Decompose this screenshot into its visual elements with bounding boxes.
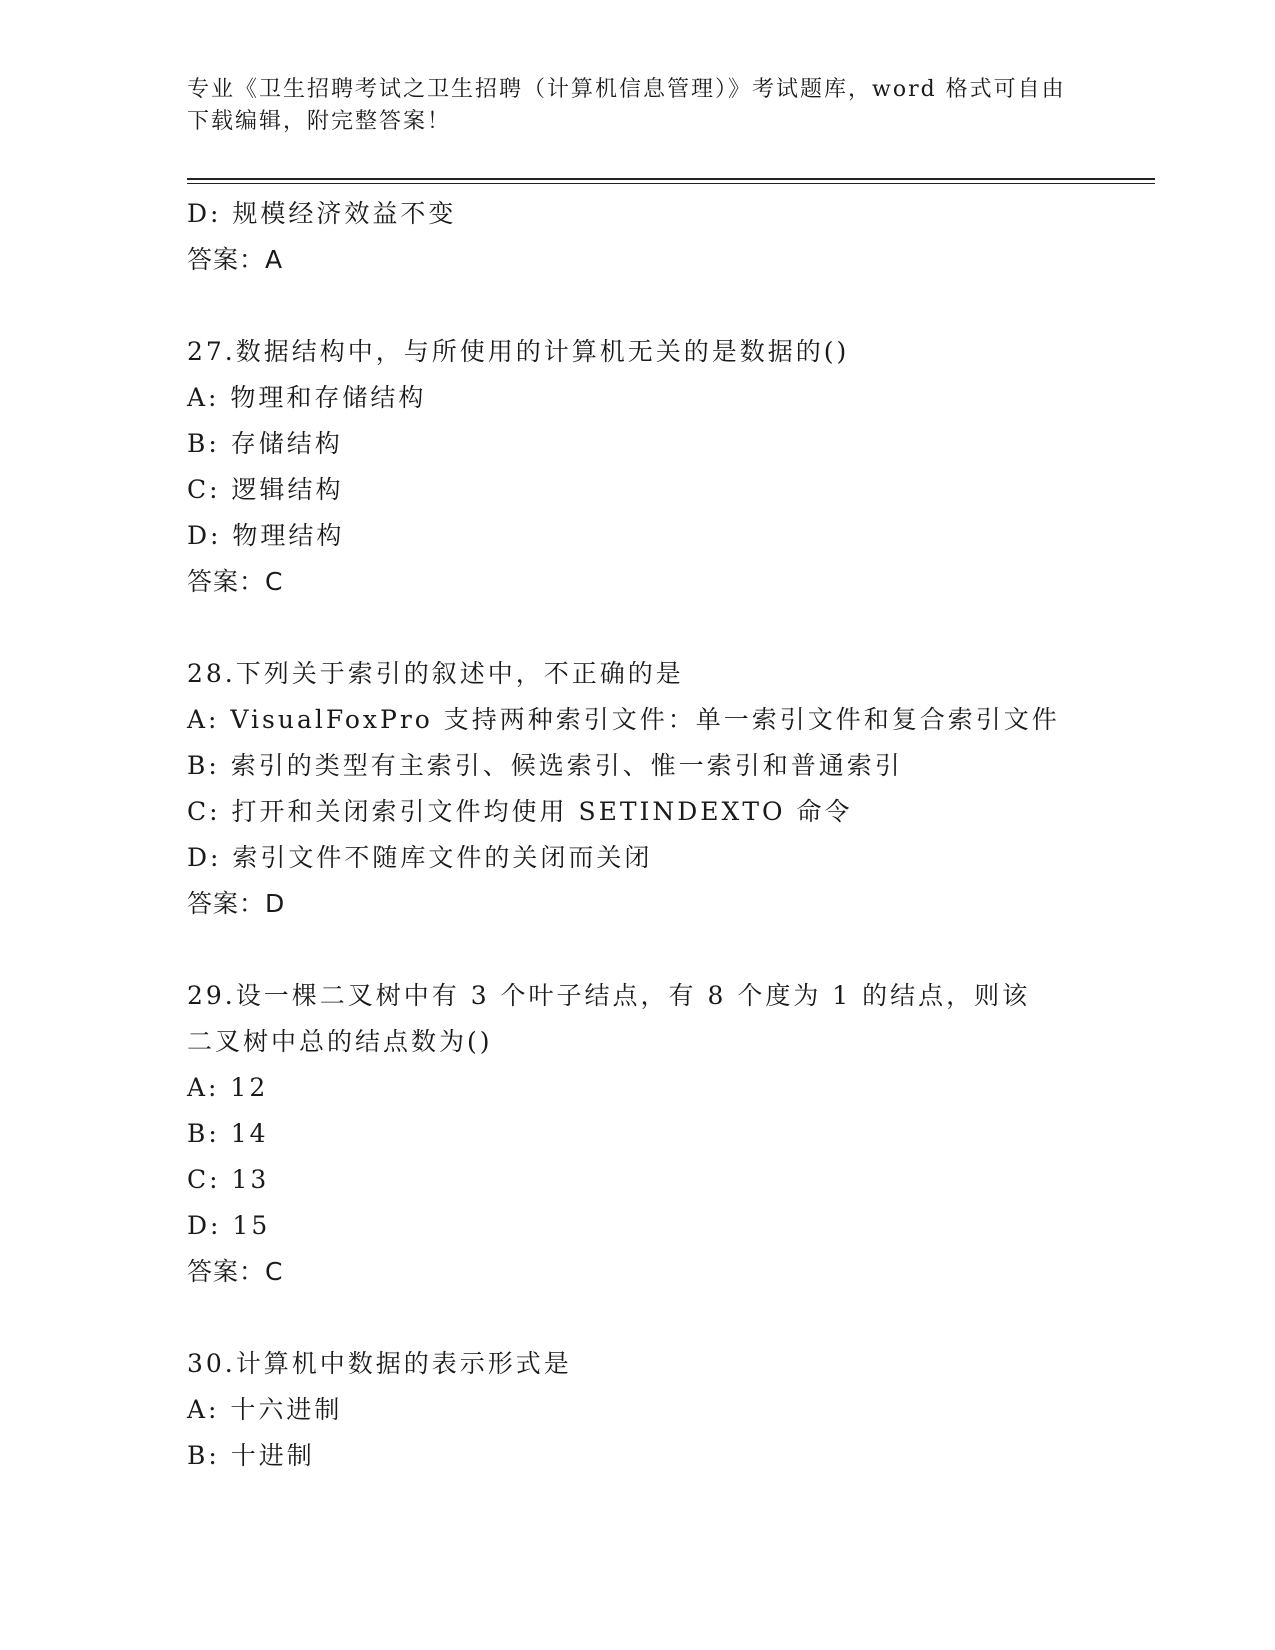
answer-29: 答案：C <box>187 1257 284 1286</box>
prev-answer: 答案：A <box>187 245 284 274</box>
spacer <box>187 927 1087 973</box>
option-a: A: 物理和存储结构 <box>187 383 427 412</box>
document-header: 专业《卫生招聘考试之卫生招聘（计算机信息管理）》考试题库，word 格式可自由下载编辑，附完整答案！ <box>187 77 1066 134</box>
option-c: C: 13 <box>187 1165 270 1194</box>
option-b: B: 索引的类型有主索引、候选索引、惟一索引和普通索引 <box>187 751 903 780</box>
question-stem-28: 28.下列关于索引的叙述中，不正确的是 <box>187 659 684 688</box>
header-rule-thick <box>187 178 1155 180</box>
option-d: D: 索引文件不随库文件的关闭而关闭 <box>187 843 653 872</box>
answer-28: 答案：D <box>187 889 286 918</box>
option-a: A: VisualFoxPro 支持两种索引文件：单一索引文件和复合索引文件 <box>187 705 1060 734</box>
question-stem-27: 27.数据结构中，与所使用的计算机无关的是数据的() <box>187 337 850 366</box>
prev-option-d: D: 规模经济效益不变 <box>187 199 457 228</box>
option-d: D: 物理结构 <box>187 521 345 550</box>
option-c: C: 逻辑结构 <box>187 475 344 504</box>
option-b: B: 存储结构 <box>187 429 343 458</box>
option-b: B: 十进制 <box>187 1441 315 1470</box>
option-d: D: 15 <box>187 1211 271 1240</box>
option-a: A: 十六进制 <box>187 1395 343 1424</box>
option-c: C: 打开和关闭索引文件均使用 SETINDEXTO 命令 <box>187 797 853 826</box>
option-b: B: 14 <box>187 1119 269 1148</box>
spacer <box>187 1295 1087 1341</box>
question-stem-29: 29.设一棵二叉树中有 3 个叶子结点，有 8 个度为 1 的结点，则该二叉树中总的结点数为() <box>187 981 1031 1056</box>
answer-27: 答案：C <box>187 567 284 596</box>
spacer <box>187 605 1087 651</box>
option-a: A: 12 <box>187 1073 269 1102</box>
spacer <box>187 283 1087 329</box>
question-stem-30: 30.计算机中数据的表示形式是 <box>187 1349 572 1378</box>
question-content <box>187 191 1087 1479</box>
header-rule-thin <box>187 183 1155 184</box>
